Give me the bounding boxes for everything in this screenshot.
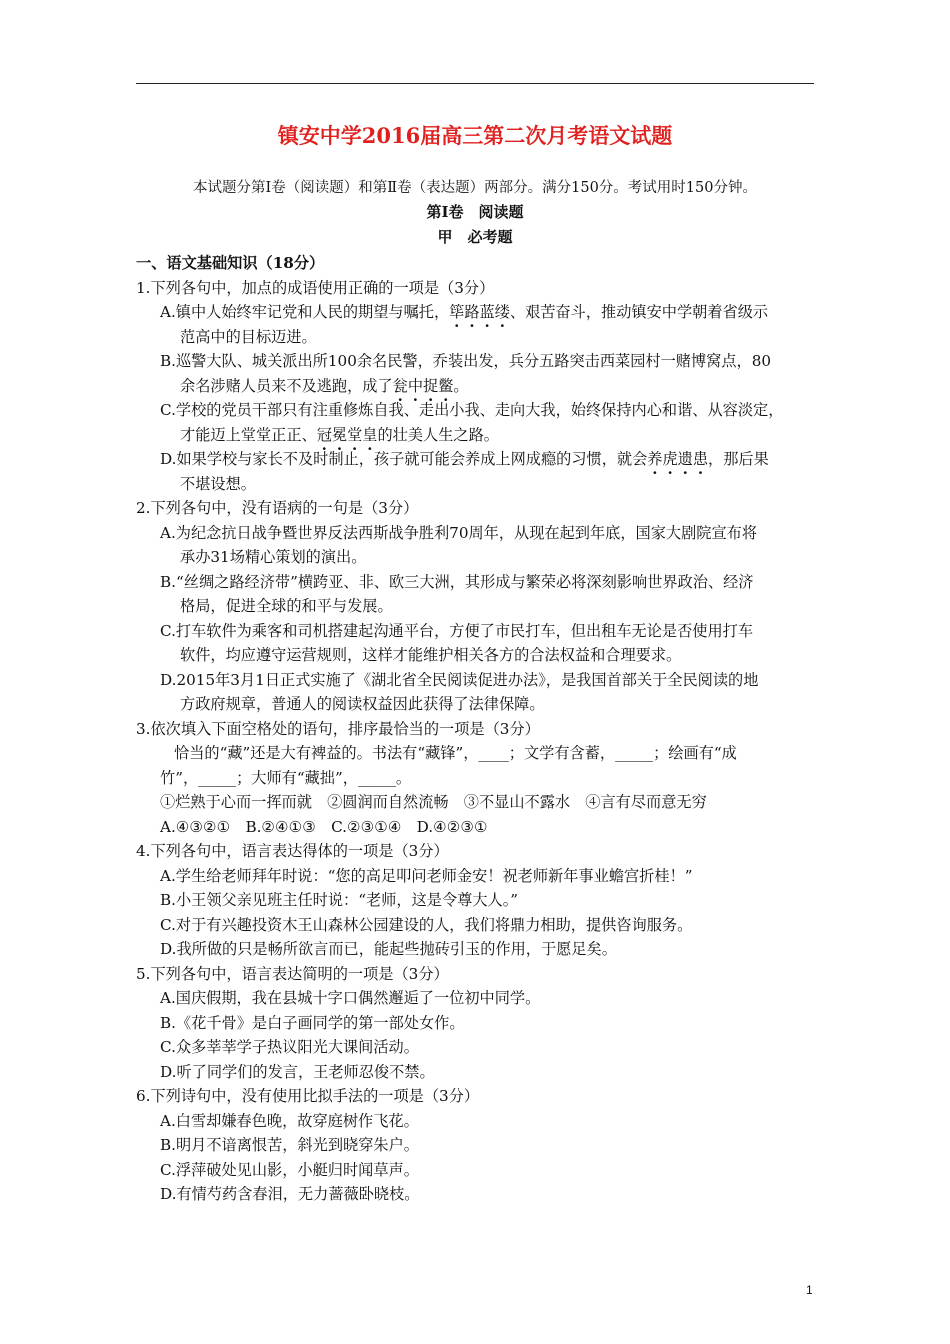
question-3-passage: 恰当的“藏”还是大有裨益的。书法有“藏锋”，____；文学有含蓄，_____；绘画有“成 — [174, 744, 737, 762]
dotted-char: 捉 — [423, 376, 439, 395]
dotted-char: 鳖 — [438, 376, 454, 395]
question-1-option-a-cont: 范高中的目标迈进。 — [180, 327, 317, 346]
dotted-char: 筚 — [449, 303, 465, 321]
option-text: A.镇中人始终牢记党和人民的期望与嘱托， — [160, 303, 450, 321]
question-5-stem: 5.下列各句中，语言表达简明的一项是（3分） — [136, 964, 449, 983]
dotted-char: 瓮 — [392, 376, 408, 395]
option-text: D.如果学校与家长不及时制止，孩子就可能会养成上网成瘾的习惯，就会 — [160, 450, 648, 468]
dotted-char: 虎 — [662, 450, 678, 468]
sub-title: 甲 必考题 — [437, 228, 513, 246]
question-2-option-d: D.2015年3月1日正式实施了《湖北省全民阅读促进办法》，是我国首部关于全民阅读的地 — [160, 670, 759, 689]
question-2-option-c-cont: 软件，均应遵守运营规则，这样才能维护相关各方的合法权益和合理要求。 — [180, 646, 682, 664]
section-heading: 一、语文基础知识（18分） — [136, 254, 325, 272]
question-6-option-c: C.浮萍破处见山影，小艇归时闻草声。 — [160, 1160, 419, 1179]
question-4-option-d: D.我所做的只是畅所欲言而已，能起些抛砖引玉的作用，于愿足矣。 — [160, 940, 617, 958]
option-text: 。 — [453, 376, 469, 395]
question-1-option-c-cont — [136, 423, 816, 448]
question-1-option-b-cont — [136, 374, 816, 399]
question-5-option-b: B.《花千骨》是白子画同学的第一部处女作。 — [160, 1013, 465, 1032]
question-3-items: ①烂熟于心而一挥而就 ②圆润而自然流畅 ③不显山不露水 ④言有尽而意无穷 — [160, 793, 707, 811]
question-2-option-a: A.为纪念抗日战争暨世界反法西斯战争胜利70周年，从现在起到年底，国家大剧院宣布将 — [160, 523, 758, 542]
dotted-char: 冕 — [331, 425, 348, 444]
question-4-option-c: C.对于有兴趣投资木王山森林公园建设的人，我们将鼎力相助，提供咨询服务。 — [160, 915, 693, 934]
dotted-char: 路 — [464, 303, 480, 321]
question-5-option-c: C.众多莘莘学子热议阳光大课间活动。 — [160, 1038, 419, 1056]
option-text: 的壮美人生之路。 — [377, 425, 499, 444]
dotted-char: 缕 — [494, 303, 510, 321]
question-6-option-d: D.有情芍药含春泪，无力蔷薇卧晓枝。 — [160, 1185, 420, 1203]
dotted-char: 患 — [692, 450, 709, 468]
dotted-char: 堂 — [347, 425, 363, 444]
question-2-option-a-cont: 承办31场精心策划的演出。 — [180, 548, 367, 566]
exam-title: 镇安中学2016届高三第二次月考语文试题 — [277, 123, 673, 148]
question-1-option-b: B.巡警大队、城关派出所100余名民警，乔装出发，兵分五路突击西菜园村一赌博窝点，80 — [160, 352, 772, 370]
question-4-stem: 4.下列各句中，语言表达得体的一项是（3分） — [136, 842, 449, 860]
question-list — [136, 251, 816, 1207]
question-6-option-a: A.白雪却嫌春色晚，故穿庭树作飞花。 — [160, 1111, 419, 1130]
option-text: 、艰苦奋斗，推动镇安中学朝着省级示 — [509, 303, 769, 321]
question-5-option-a: A.国庆假期，我在县城十字口偶然邂逅了一位初中同学。 — [160, 989, 541, 1007]
dotted-char: 冠 — [316, 425, 332, 444]
question-2-stem: 2.下列各句中，没有语病的一句是（3分） — [136, 499, 419, 517]
question-6-stem: 6.下列诗句中，没有使用比拟手法的一项是（3分） — [136, 1087, 480, 1105]
header-rule — [136, 83, 814, 84]
dotted-char: 中 — [407, 376, 423, 395]
dotted-char: 遗 — [677, 450, 693, 468]
question-1-option-c: C.学校的党员干部只有注重修炼自我、走出小我、走向大我，始终保持内心和谐、从容淡定， — [160, 401, 784, 419]
page-number: 1 — [806, 1283, 813, 1297]
dotted-char: 蓝 — [479, 303, 495, 321]
question-5-option-d: D.听了同学们的发言，王老师忍俊不禁。 — [160, 1062, 435, 1081]
question-3-stem: 3.依次填入下面空格处的语句，排序最恰当的一项是（3分） — [136, 719, 540, 738]
dotted-char: 皇 — [362, 425, 378, 444]
exam-intro: 本试题分第Ⅰ卷（阅读题）和第Ⅱ卷（表达题）两部分。满分150分。考试用时150分钟。 — [193, 180, 757, 196]
option-text: 余名涉赌人员来不及逃跑，成了 — [180, 376, 393, 395]
question-4-option-b: B.小王领父亲见班主任时说：“老师，这是令尊大人。” — [160, 891, 519, 909]
question-1-option-a — [136, 300, 816, 325]
question-4-option-a: A.学生给老师拜年时说：“您的高足叩问老师金安！祝老师新年事业蟾宫折桂！” — [160, 866, 693, 885]
question-1-option-d-cont: 不堪设想。 — [180, 474, 256, 493]
question-3-passage-cont: 竹”，_____；大师有“藏拙”，_____。 — [160, 768, 412, 787]
option-text: 才能迈上堂堂正正、 — [180, 425, 317, 444]
question-2-option-d-cont: 方政府规章，普通人的阅读权益因此获得了法律保障。 — [180, 695, 545, 713]
part-title: 第Ⅰ卷 阅读题 — [426, 203, 524, 221]
dotted-char: 养 — [647, 450, 663, 468]
question-2-option-b: B.“丝绸之路经济带”横跨亚、非、欧三大洲，其形成与繁荣必将深刻影响世界政治、经济 — [160, 572, 754, 591]
question-2-option-b-cont: 格局，促进全球的和平与发展。 — [180, 597, 393, 615]
question-1-option-d — [136, 447, 816, 472]
question-2-option-c: C.打车软件为乘客和司机搭建起沟通平台，方便了市民打车，但出租车无论是否使用打车 — [160, 621, 754, 640]
question-3-choices: A.④③②① B.②④①③ C.②③①④ D.④②③① — [160, 817, 488, 836]
question-1-stem: 1.下列各句中，加点的成语使用正确的一项是（3分） — [136, 278, 495, 297]
question-6-option-b: B.明月不谙离恨苦，斜光到晓穿朱户。 — [160, 1136, 419, 1154]
option-text: ，那后果 — [708, 450, 769, 468]
